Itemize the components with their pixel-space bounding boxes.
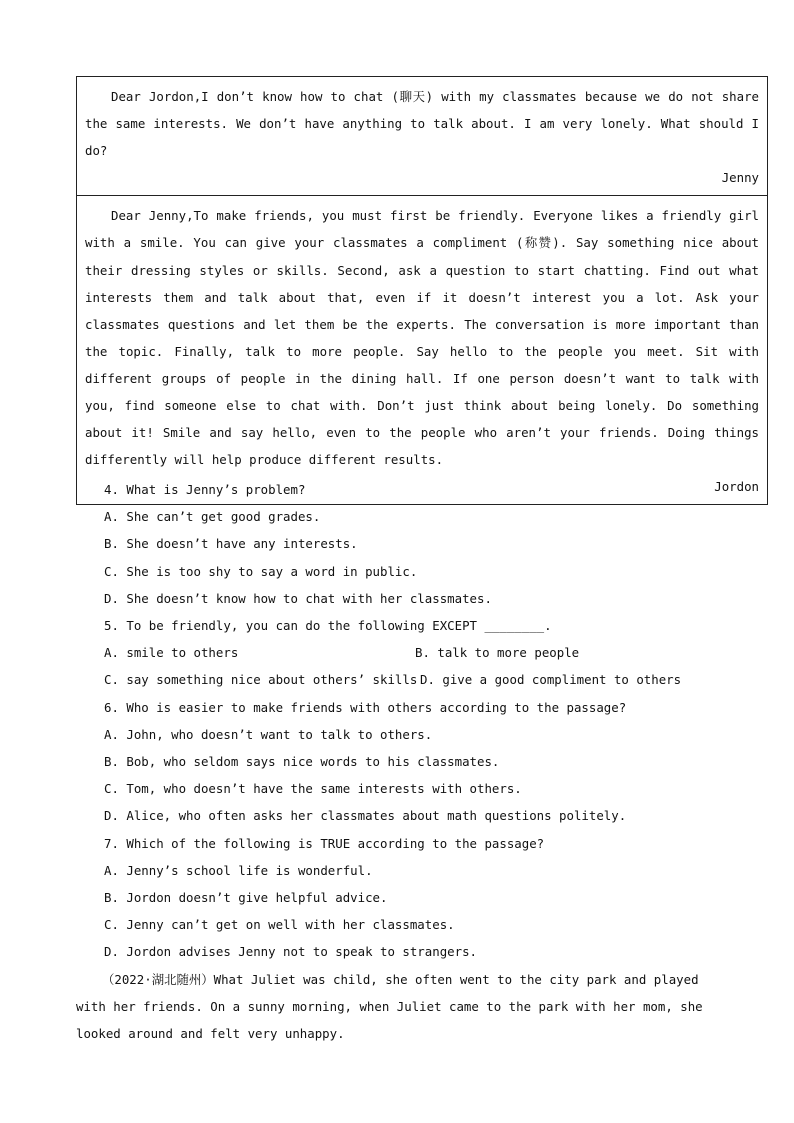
question-5-option-c: C. say something nice about others’ skills (104, 672, 418, 688)
question-5-options-row-1 (104, 639, 764, 666)
question-4-stem: 4. What is Jenny’s problem? (104, 482, 306, 497)
question-7-option-a: A. Jenny’s school life is wonderful. (104, 862, 373, 878)
question-6-option-b: B. Bob, who seldom says nice words to his classmates. (104, 754, 500, 770)
question-7-option-d: D. Jordon advises Jenny not to speak to strangers. (104, 944, 477, 960)
question-7-option-c: C. Jenny can’t get on well with her classmates. (104, 917, 455, 933)
question-5-option-d: D. give a good compliment to others (420, 672, 682, 688)
question-5-stem: 5. To be friendly, you can do the following EXCEPT ________. (104, 618, 552, 634)
question-4-option-b: B. She doesn’t have any interests. (104, 536, 358, 552)
question-4-option-a: A. She can’t get good grades. (104, 509, 321, 525)
question-5-option-a: A. smile to others (104, 645, 239, 661)
question-6-option-a: A. John, who doesn’t want to talk to others. (104, 726, 433, 742)
jenny-signature: Jenny (721, 170, 759, 186)
jenny-letter (77, 77, 767, 195)
question-6-option-c: C. Tom, who doesn’t have the same interests with others. (104, 781, 522, 797)
question-4-option-d: D. She doesn’t know how to chat with her classmates. (104, 590, 492, 606)
question-6-stem: 6. Who is easier to make friends with others according to the passage? (104, 699, 627, 715)
jordon-signature: Jordon (714, 479, 759, 495)
jordon-letter-body: Dear Jenny,To make friends, you must first be friendly. Everyone likes a friendly girl with a smile. You can give your classmates a compliment (称赞). Say something nice about their dressing styles or skills. Second, ask a question to start chatting. Find out what interests them and talk about that, even if it doesn’t interest you a lot. Ask your classmates questions and let them be the experts. The conversation is more important than the topic. Finally, talk to more people. Say hello to the people you meet. Sit with different groups of people in the dining hall. If one person doesn’t want to talk with you, find someone else to chat with. Don’t just think about being lonely. Do something about it! Smile and say hello, even to the people who aren’t your friends. Doing things differently will help produce different results. (85, 208, 759, 468)
jordon-letter (77, 195, 767, 504)
question-7-stem: 7. Which of the following is TRUE according to the passage? (104, 835, 545, 851)
question-6-option-d: D. Alice, who often asks her classmates about math questions politely. (104, 808, 627, 824)
questions-section (104, 476, 764, 966)
letters-table (76, 76, 768, 505)
next-passage-text: （2022·湖北随州）What Juliet was child, she often went to the city park and played with her friends. On a sunny morning, when Juliet came to the park with her mom, she looked around and felt very unhappy. (76, 972, 703, 1042)
question-7-option-b: B. Jordon doesn’t give helpful advice. (104, 890, 388, 906)
question-5-option-b: B. talk to more people (415, 645, 580, 661)
jenny-letter-body: Dear Jordon,I don’t know how to chat (聊天) with my classmates because we do not share the same interests. We don’t have anything to talk about. I am very lonely. What should I do? (85, 89, 759, 159)
question-4-option-c: C. She is too shy to say a word in public. (104, 563, 418, 579)
question-5-options-row-2 (104, 666, 764, 693)
